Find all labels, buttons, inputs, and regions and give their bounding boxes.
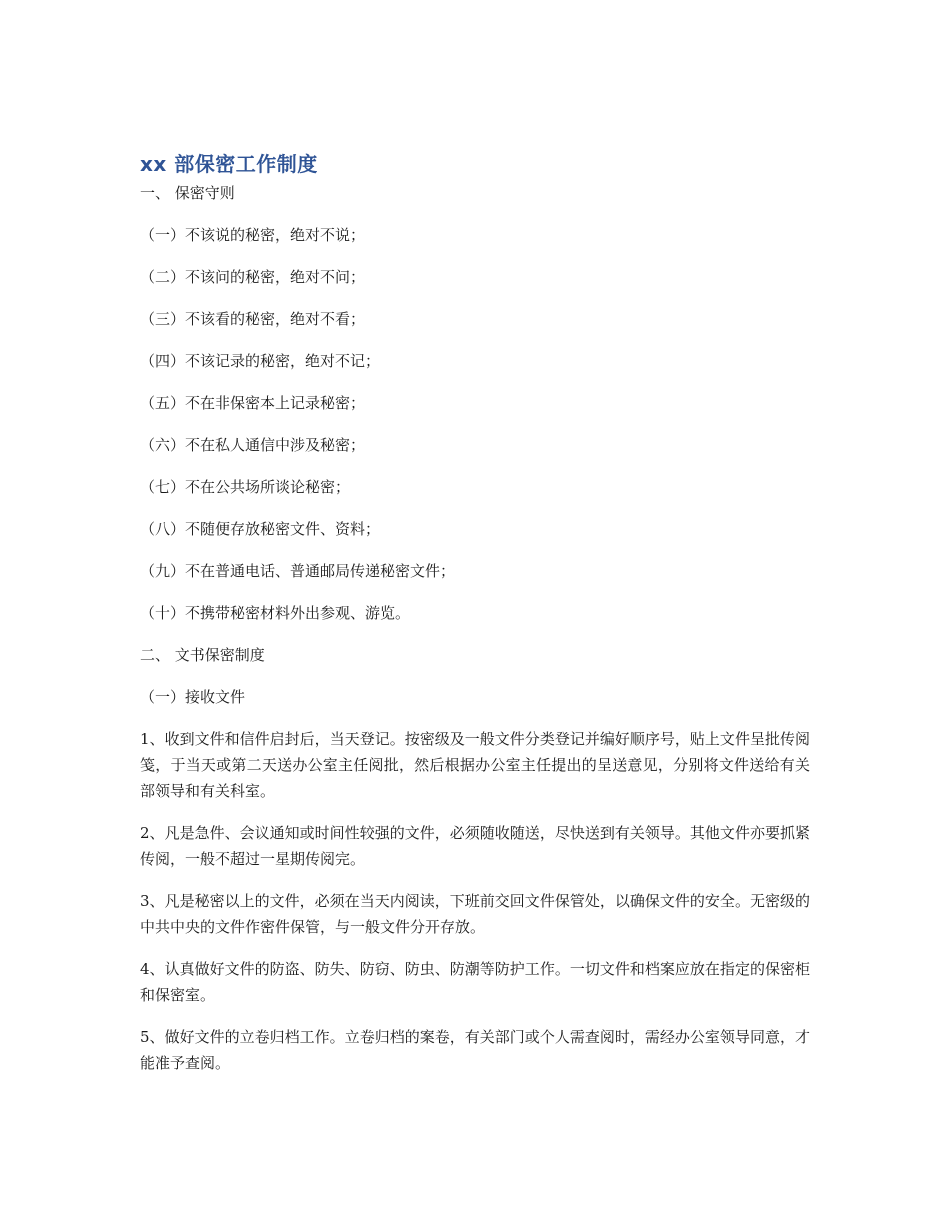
list-item: （十）不携带秘密材料外出参观、游览。: [140, 604, 411, 622]
list-item: （六）不在私人通信中涉及秘密；: [140, 436, 366, 454]
paragraph: 3、凡是秘密以上的文件，必须在当天内阅读，下班前交回文件保管处，以确保文件的安全。无密级的中共中央的文件作密件保管，与一般文件分开存放。: [140, 892, 810, 936]
subsection-heading: （一）接收文件: [140, 688, 246, 706]
list-item: （三）不该看的秘密，绝对不看；: [140, 310, 366, 328]
paragraph: 1、收到文件和信件启封后，当天登记。按密级及一般文件分类登记并编好顺序号，贴上文件呈批传阅笺，于当天或第二天送办公室主任阅批，然后根据办公室主任提出的呈送意见，分别将文件送给有关部领导和有关科室。: [140, 730, 810, 800]
section-heading-2: 二、 文书保密制度: [140, 646, 265, 664]
list-item: （七）不在公共场所谈论秘密；: [140, 478, 351, 496]
paragraph: 2、凡是急件、会议通知或时间性较强的文件，必须随收随送，尽快送到有关领导。其他文件亦要抓紧传阅，一般不超过一星期传阅完。: [140, 824, 810, 868]
list-item: （八）不随便存放秘密文件、资料；: [140, 520, 381, 538]
list-item: （九）不在普通电话、普通邮局传递秘密文件；: [140, 562, 456, 580]
document-page: [140, 148, 810, 1076]
list-item: （五）不在非保密本上记录秘密；: [140, 394, 366, 412]
list-item: （二）不该问的秘密，绝对不问；: [140, 268, 366, 286]
paragraph: 4、认真做好文件的防盗、防失、防窃、防虫、防潮等防护工作。一切文件和档案应放在指定的保密柜和保密室。: [140, 960, 810, 1004]
list-item: （四）不该记录的秘密，绝对不记；: [140, 352, 381, 370]
list-item: （一）不该说的秘密，绝对不说；: [140, 226, 366, 244]
document-title: xx 部保密工作制度: [140, 152, 318, 176]
paragraph: 5、做好文件的立卷归档工作。立卷归档的案卷，有关部门或个人需查阅时，需经办公室领导同意，才能准予查阅。: [140, 1028, 810, 1072]
section-heading-1: 一、 保密守则: [140, 184, 235, 202]
